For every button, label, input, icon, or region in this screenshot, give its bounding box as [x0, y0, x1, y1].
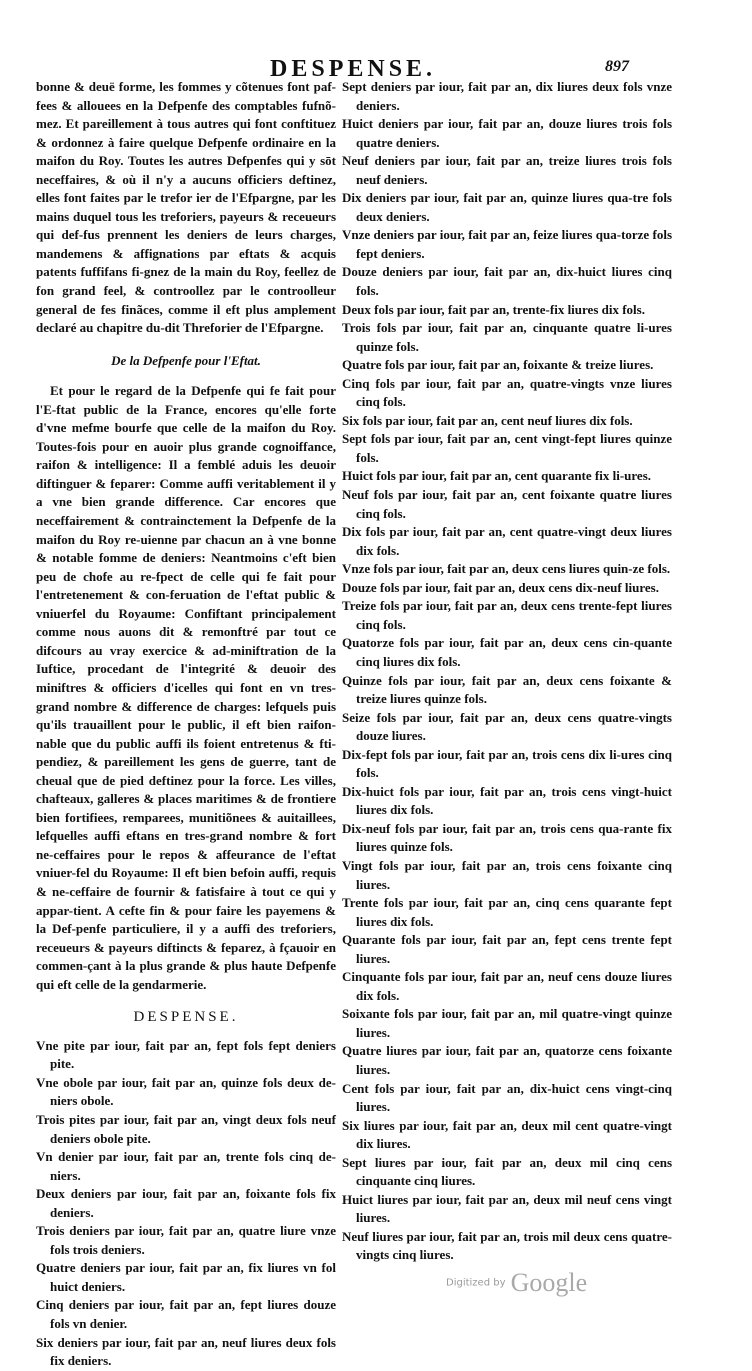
list-item: Quinze fols par iour, fait par an, deux cens foixante & treize liures quinze fols. — [342, 672, 672, 707]
list-item: Vn denier par iour, fait par an, trente fols cinq de-niers. — [36, 1149, 336, 1183]
list-item: Sept deniers par iour, fait par an, dix liures deux fols vnze deniers. — [342, 79, 672, 113]
list-item: Quatre liures par iour, fait par an, quatorze cens foixante liures. — [342, 1043, 672, 1077]
list-item: Six fols par iour, fait par an, cent neuf liures dix fols. — [342, 412, 633, 428]
list-item: Huict fols par iour, fait par an, cent quarante fix li-ures. — [342, 468, 651, 484]
list-item: Six deniers par iour, fait par an, neuf liures deux fols fix deniers. — [36, 1334, 336, 1369]
digitized-watermark — [446, 1268, 587, 1298]
list-item: Vne obole par iour, fait par an, quinze fols deux de-niers obole. — [36, 1074, 336, 1109]
list-item: Trois pites par iour, fait par an, vingt deux fols neuf deniers obole pite. — [36, 1111, 336, 1146]
list-item: Huict deniers par iour, fait par an, douze liures trois fols quatre deniers. — [342, 116, 672, 150]
list-item: Quarante fols par iour, fait par an, fept cens trente fept liures. — [342, 932, 672, 966]
list-item: Douze fols par iour, fait par an, deux cens dix-neuf liures. — [342, 579, 659, 595]
list-item: Cinq deniers par iour, fait par an, fept liures douze fols vn denier. — [36, 1297, 336, 1331]
list-item: Deux fols par iour, fait par an, trente-fix liures dix fols. — [342, 301, 645, 317]
list-item: Neuf deniers par iour, fait par an, treize liures trois fols neuf deniers. — [342, 153, 672, 187]
list-item: Quatorze fols par iour, fait par an, deux cens cin-quante cinq liures dix fols. — [342, 635, 672, 669]
left-entry-list — [36, 1037, 336, 1371]
list-item: Dix-neuf fols par iour, fait par an, trois cens qua-rante fix liures quinze fols. — [342, 820, 672, 855]
list-item: Treize fols par iour, fait par an, deux cens trente-fept liures cinq fols. — [342, 598, 672, 632]
list-item: Quatre fols par iour, fait par an, foixante & treize liures. — [342, 357, 654, 373]
paragraph-estat: Et pour le regard de la Defpenfe qui fe fait pour l'E-ftat public de la France, encores qu'elle forte d'vne mefme bourfe que celle de la maifon du Roy. Toutes-fois pour en auoir plus grande cognoiffance, raifon & intelligence: Il a femblé aduis les deuoir diftinguer & feparer: Comme auffi veritablement il y a vne bien grande difference. Car encores que neceffairement & contrainctement la Defpenfe de la maifon du Roy re-uienne par chacun an à vne bonne & notable fomme de deniers: Neantmoins c'eft bien peu de chofe au re-fpect de celle qui fe fait pour l'entretenement & con-feruation de l'eftat public & vniuerfel du Royaume: Confiftant principalement comme nous auons dit & remonftré par tout ce difcours au vray exercice & ad-miniftration de la Iuftice, procedant de l'integrité & deuoir des miniftres & officiers d'icelles qui font en vn tres-grand nombre & difference de charges: lefquels puis qu'ils trauaillent pour le public, il eft bien raifon-nable que du public auffi ils foient entretenus & fti-pendiez, & pareillement les gens de guerre, tant de cheual que de pied deftinez pour la force. Les villes, chafteaux, galleres & places maritimes & de frontiere bien fortifiees, remparees, munitiõnees & auitaillees, lefquelles auffi eftans en tres-grand nombre & fort ne-ceffaires pour le repos & affeurance de l'eftat vniuer-fel du Royaume: Il eft bien befoin auffi, requis & ne-ceffaire de fournir & fatisfaire à tout ce qui y appar-tient. A cefte fin & pour faire les payemens & la Def-penfe particuliere, il y a auffi des treforiers, receueurs & payeurs diftincts & feparez, à fçauoir en commen-çant à la plus grande & plus haute Defpenfe qui eft celle de la gendarmerie. — [36, 383, 336, 992]
list-item: Dix-huict fols par iour, fait par an, trois cens vingt-huict liures dix fols. — [342, 783, 672, 818]
list-item: Cinquante fols par iour, fait par an, neuf cens douze liures dix fols. — [342, 969, 672, 1003]
list-item: Sept fols par iour, fait par an, cent vingt-fept liures quinze fols. — [342, 431, 672, 465]
list-item: Vnze deniers par iour, fait par an, feize liures qua-torze fols fept deniers. — [342, 227, 672, 261]
list-item: Deux deniers par iour, fait par an, foixante fols fix deniers. — [36, 1186, 336, 1220]
list-item: Trois deniers par iour, fait par an, quatre liure vnze fols trois deniers. — [36, 1223, 336, 1257]
list-item: Vne pite par iour, fait par an, fept fols fept deniers pite. — [36, 1037, 336, 1072]
list-item: Dix-fept fols par iour, fait par an, trois cens dix li-ures cinq fols. — [342, 746, 672, 781]
list-item: Trois fols par iour, fait par an, cinquante quatre li-ures quinze fols. — [342, 320, 672, 354]
section-title-despense: DESPENSE. — [133, 1009, 239, 1026]
list-item: Cent fols par iour, fait par an, dix-huict cens vingt-cinq liures. — [342, 1080, 672, 1115]
left-column — [36, 78, 336, 1371]
list-item: Cinq fols par iour, fait par an, quatre-vingts vnze liures cinq fols. — [342, 375, 672, 410]
list-item: Vnze fols par iour, fait par an, deux cens liures quin-ze fols. — [342, 561, 671, 577]
list-item: Douze deniers par iour, fait par an, dix-huict liures cinq fols. — [342, 264, 672, 299]
right-column — [342, 78, 672, 1265]
list-item: Dix fols par iour, fait par an, cent quatre-vingt deux liures dix fols. — [342, 524, 672, 558]
list-item: Trente fols par iour, fait par an, cinq cens quarante fept liures dix fols. — [342, 895, 672, 929]
list-item: Vingt fols par iour, fait par an, trois cens foixante cinq liures. — [342, 857, 672, 892]
google-logo: Google — [510, 1268, 588, 1297]
paragraph-gandarmerie-intro: bonne & deuë forme, les fommes y cõtenues font paf-fees & allouees en la Defpenfe des comptables fufnõ-mez. Et pareillement à tous autres qui font conftituez & ordonnez à faire quelque Defpenfe ordinaire en la maifon du Roy. Toutes les autres Defpenfes qui y sōt neceffaires, & où il n'y a aucuns officiers deftinez, elles font faites par le trefor ier de l'Efpargne, par les mains duquel tous les treforiers, payeurs & receueurs qui def-fus prennent les deniers de leurs charges, mandemens & affignations par eftats & acquis patents fuffifans fi-gnez de la main du Roy, feellez de fon grand feel, & controollez par le controolleur general de fes finãces, comme il eft plus amplement declaré au chapitre du-dit Threforier de l'Efpargne. — [36, 79, 336, 336]
list-item: Quatre deniers par iour, fait par an, fix liures vn fol huict deniers. — [36, 1260, 336, 1294]
list-item: Huict liures par iour, fait par an, deux mil neuf cens vingt liures. — [342, 1191, 672, 1226]
page-number: 897 — [605, 58, 629, 75]
list-item: Sept liures par iour, fait par an, deux mil cinq cens cinquante cinq liures. — [342, 1154, 672, 1189]
list-item: Soixante fols par iour, fait par an, mil quatre-vingt quinze liures. — [342, 1006, 672, 1040]
list-item: Seize fols par iour, fait par an, deux cens quatre-vingts douze liures. — [342, 709, 672, 744]
list-item: Neuf liures par iour, fait par an, trois mil deux cens quatre-vingts cinq liures. — [342, 1228, 672, 1263]
section-heading-estat: De la Defpenfe pour l'Eftat. — [111, 352, 261, 368]
list-item: Dix deniers par iour, fait par an, quinze liures qua-tre fols deux deniers. — [342, 190, 672, 224]
list-item: Six liures par iour, fait par an, deux mil cent quatre-vingt dix liures. — [342, 1117, 672, 1152]
digitized-label: Digitized by — [446, 1277, 506, 1289]
running-head: DESPENSE. — [270, 56, 437, 82]
list-item: Neuf fols par iour, fait par an, cent foixante quatre liures cinq fols. — [342, 487, 672, 521]
